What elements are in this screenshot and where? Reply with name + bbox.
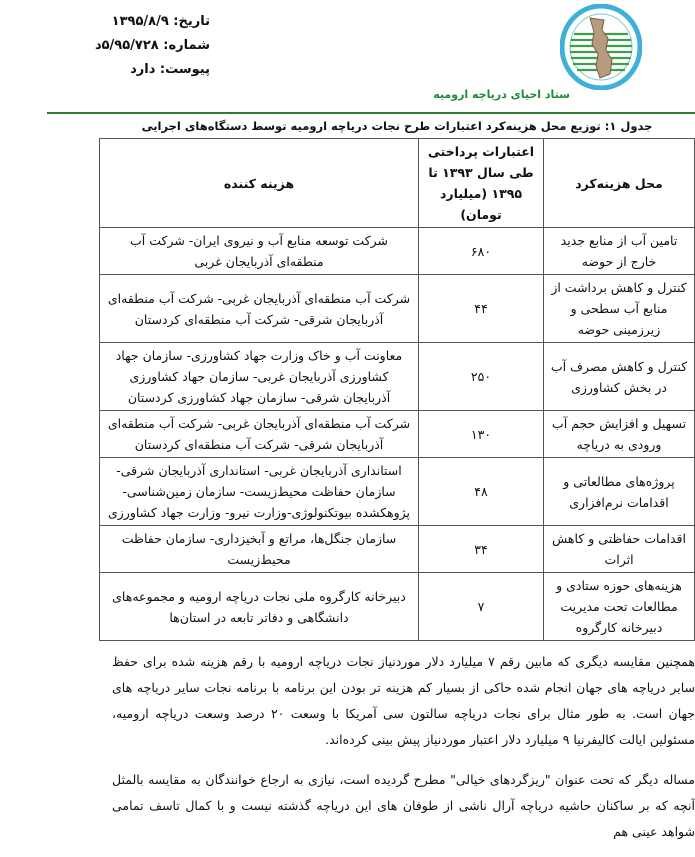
cell-amount: ۴۸: [419, 458, 544, 526]
cell-amount: ۳۴: [419, 526, 544, 573]
organization-name: ستاد احیای دریاچه ارومیه: [433, 88, 570, 101]
organization-logo: [560, 4, 642, 90]
header-divider: [47, 112, 695, 114]
table-row: [100, 526, 695, 573]
cell-place: تسهیل و افزایش حجم آب ورودی به دریاچه: [544, 411, 695, 458]
cell-amount: ۴۴: [419, 275, 544, 343]
cell-spender: دبیرخانه کارگروه ملی نجات دریاچه ارومیه و مجموعه‌های دانشگاهی و دفاتر تابعه در استان‌ها: [100, 573, 419, 641]
header-amount: اعتبارات پرداختی طی سال ۱۳۹۳ تا ۱۳۹۵ (میلیارد تومان): [419, 139, 544, 228]
cell-spender: معاونت آب و خاک وزارت جهاد کشاورزی- سازمان جهاد کشاورزی آذربایجان غربی- سازمان جهاد کشاورزی آذربایجان شرقی- سازمان جهاد کشاورزی کردستان: [100, 343, 419, 411]
table-row: [100, 411, 695, 458]
document-body: [99, 118, 695, 855]
paragraph-dust: مساله دیگر که تحت عنوان "ریزگردهای خیالی" مطرح گردیده است، نیازی به ارجاع خوانندگان به مقایسه بالمثل آنچه که بر ساکنان حاشیه دریاچه آرال ناشی از طوفان های این دریاچه گذشته نیست و با کمال تاسف تمامی شواهد عینی هم: [112, 772, 695, 839]
table-row: [100, 343, 695, 411]
table-row: [100, 573, 695, 641]
letter-date: تاریخ: ۱۳۹۵/۸/۹: [111, 14, 210, 29]
cell-spender: شرکت توسعه منابع آب و نیروی ایران- شرکت آب منطقه‌ای آذربایجان غربی: [100, 228, 419, 275]
cell-place: هزینه‌های حوزه ستادی و مطالعات تحت مدیریت دبیرخانه کارگروه: [544, 573, 695, 641]
paragraph-comparison: همچنین مقایسه دیگری که مابین رقم ۷ میلیارد دلار موردنیاز نجات دریاچه ارومیه با رقم هزینه شده برای حفظ سایر دریاچه های جهان انجام شده حاکی از بسیار کم هزینه تر بودن این برنامه با برنامه نجات سایر دریاچه های جهان است. به طور مثال برای نجات دریاچه سالتون سی آمریکا با وسعت ۲۰ درصد وسعت دریاچه ارومیه، مسئولین ایالت کالیفرنیا ۹ میلیارد دلار اعتبار موردنیاز پیش بینی کرده‌اند.: [112, 654, 695, 747]
letter-attachment: پیوست: دارد: [130, 62, 210, 77]
cell-amount: ۲۵۰: [419, 343, 544, 411]
cell-amount: ۶۸۰: [419, 228, 544, 275]
table-row: [100, 228, 695, 275]
cell-spender: شرکت آب منطقه‌ای آذربایجان غربی- شرکت آب منطقه‌ای آذربایجان شرقی- شرکت آب منطقه‌ای کردستان: [100, 411, 419, 458]
cell-spender: استانداری آذربایجان غربی- استانداری آذربایجان شرقی- سازمان حفاظت محیط‌زیست- سازمان زمین‌شناسی- پژوهکشده بیوتکنولوژی-وزارت نیرو- وزارت جهاد کشاورزی: [100, 458, 419, 526]
cell-spender: سازمان جنگل‌ها، مراتع و آبخیزداری- سازمان حفاظت محیط‌زیست: [100, 526, 419, 573]
header-spender: هزینه کننده: [100, 139, 419, 228]
cell-place: کنترل و کاهش برداشت از منابع آب سطحی و زیرزمینی حوضه: [544, 275, 695, 343]
table-row: [100, 458, 695, 526]
letter-number: شماره: ۵/۹۵/۷۲۸د: [94, 38, 210, 53]
cell-place: اقدامات حفاظتی و کاهش اثرات: [544, 526, 695, 573]
cell-place: تامین آب از منابع جدید خارج از حوضه: [544, 228, 695, 275]
cell-place: پروژه‌های مطالعاتی و اقدامات نرم‌افزاری: [544, 458, 695, 526]
table-header-row: [100, 139, 695, 228]
letter-meta: [60, 14, 210, 86]
cell-amount: ۷: [419, 573, 544, 641]
budget-table: [99, 138, 695, 641]
cell-spender: شرکت آب منطقه‌ای آذربایجان غربی- شرکت آب منطقه‌ای آذربایجان شرقی- شرکت آب منطقه‌ای کردستان: [100, 275, 419, 343]
cell-amount: ۱۳۰: [419, 411, 544, 458]
letter-header: [0, 0, 695, 112]
table-caption: جدول ۱: توزیع محل هزینه‌کرد اعتبارات طرح نجات دریاچه ارومیه توسط دستگاه‌های اجرایی: [141, 119, 653, 133]
header-place: محل هزینه‌کرد: [544, 139, 695, 228]
table-row: [100, 275, 695, 343]
cell-place: کنترل و کاهش مصرف آب در بخش کشاورزی: [544, 343, 695, 411]
